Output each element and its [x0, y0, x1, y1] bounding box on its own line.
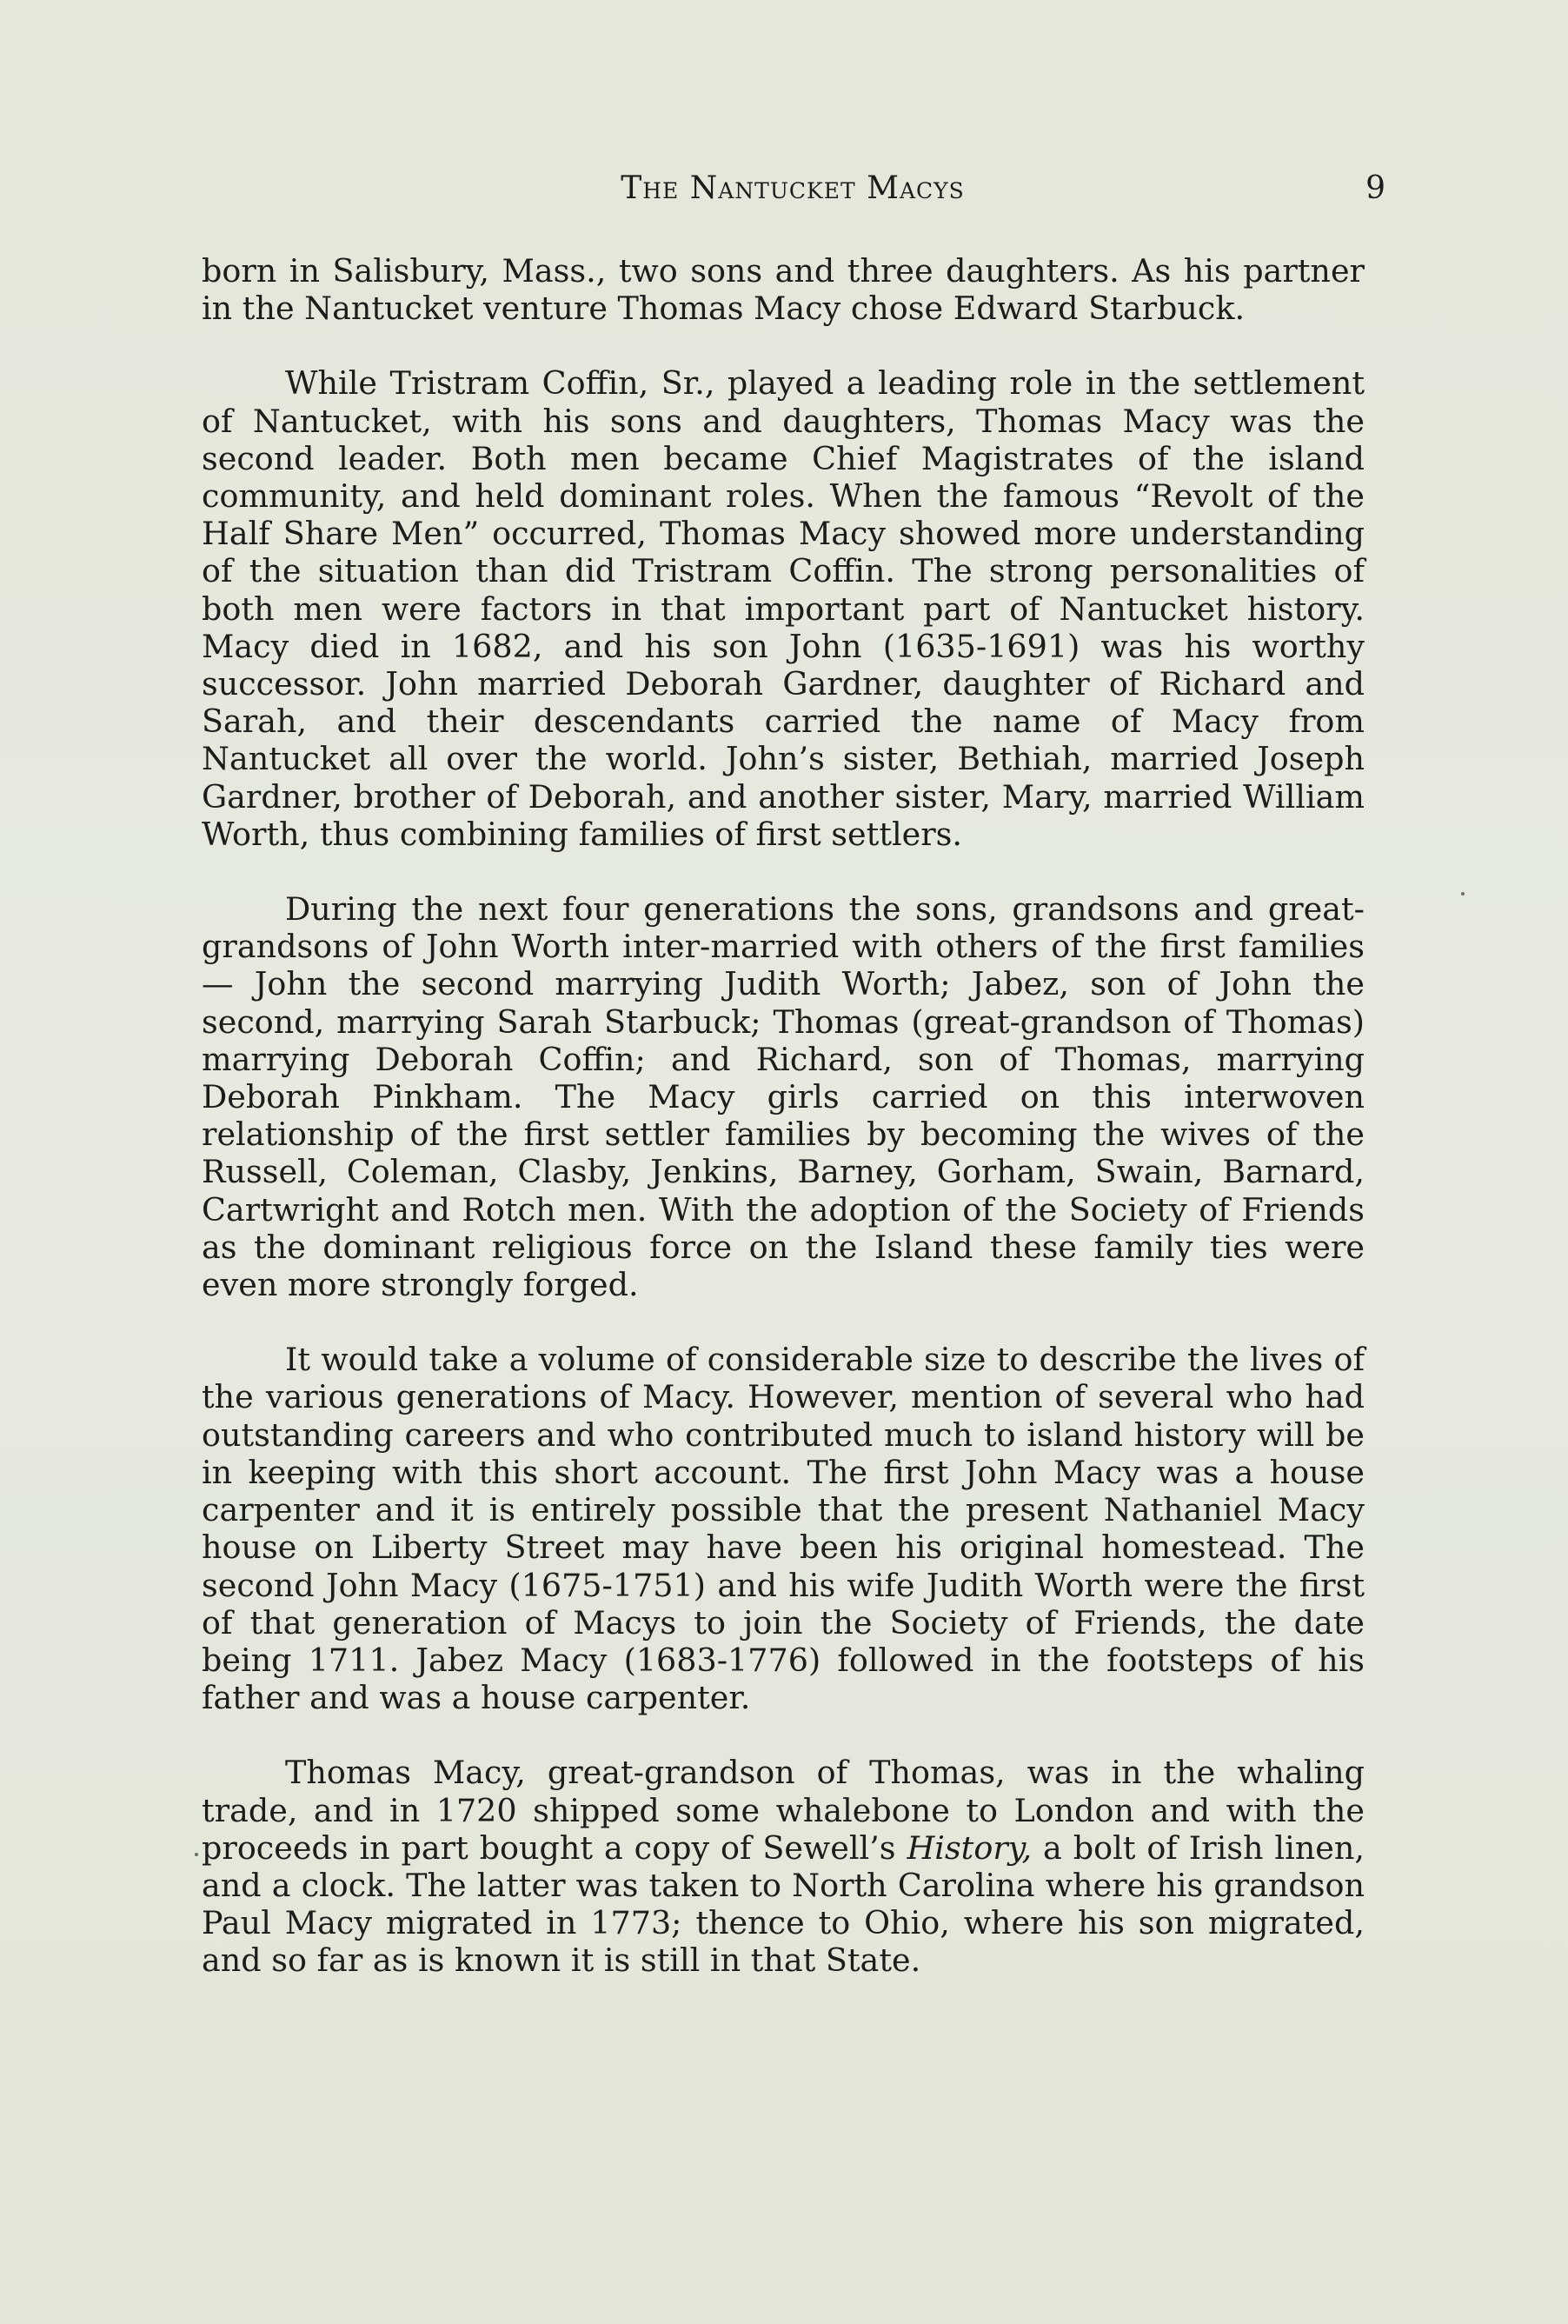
paragraph-4: It would take a volume of considerable size to describe the lives of the various generations of Macy. However, mention of several who had outstanding careers and who contributed much to island history will be in keeping with this short account. The first John Macy was a house carpenter and it is entirely possible that the present Nathaniel Macy house on Liberty Street may have been his original homestead. The second John Macy (1675-1751) and his wife Judith Worth were the first of that generation of Macys to join the Society of Friends, the date being 1711. Jabez Macy (1683-1776) followed in the footsteps of his father and was a house carpenter.: [202, 1341, 1365, 1717]
body-text: [202, 252, 1365, 2017]
running-title: The Nantucket Macys: [621, 170, 965, 206]
paragraph-5: [202, 1754, 1365, 1979]
paragraph-5-text-after: a bolt of Irish linen, and a clock. The latter was taken to North Carolina where his grandson Paul Macy migrated in 1773; thence to Ohio, where his son migrated, and so far as is known it is still in that State.: [202, 1828, 1365, 1980]
paragraph-3: During the next four generations the sons, grandsons and great-grandsons of John Worth inter-married with others of the first families — John the second marrying Judith Worth; Jabez, son of John the second, marrying Sarah Starbuck; Thomas (great-grandson of Thomas) marrying Deborah Coffin; and Richard, son of Thomas, marrying Deborah Pinkham. The Macy girls carried on this interwoven relationship of the first settler families by becoming the wives of the Russell, Coleman, Clasby, Jenkins, Barney, Gorham, Swain, Barnard, Cartwright and Rotch men. With the adoption of the Society of Friends as the dominant religious force on the Island these family ties were even more strongly forged.: [202, 890, 1365, 1304]
running-head: [200, 170, 1385, 223]
paper-speck: [1461, 892, 1465, 896]
paragraph-5-text-before: Thomas Macy, great-grandson of Thomas, was in the whaling trade, and in 1720 shipped some whalebone to London and with the proceeds in part bought a copy of Sewell’s: [202, 1754, 1365, 1867]
paragraph-1: born in Salisbury, Mass., two sons and three daughters. As his partner in the Nantucket venture Thomas Macy chose Edward Starbuck.: [202, 252, 1365, 328]
paragraph-2: While Tristram Coffin, Sr., played a leading role in the settlement of Nantucket, with his sons and daughters, Thomas Macy was the second leader. Both men became Chief Magistrates of the island community, and held dominant roles. When the famous “Revolt of the Half Share Men” occurred, Thomas Macy showed more understanding of the situation than did Tristram Coffin. The strong personalities of both men were factors in that important part of Nantucket history. Macy died in 1682, and his son John (1635-1691) was his worthy successor. John married Deborah Gardner, daughter of Richard and Sarah, and their descendants carried the name of Macy from Nantucket all over the world. John’s sister, Bethiah, married Joseph Gardner, brother of Deborah, and another sister, Mary, married William Worth, thus combining families of first settlers.: [202, 364, 1365, 853]
page-number: 9: [1365, 170, 1385, 206]
book-title-history: History,: [907, 1828, 1033, 1867]
paper-speck: [195, 1853, 198, 1856]
